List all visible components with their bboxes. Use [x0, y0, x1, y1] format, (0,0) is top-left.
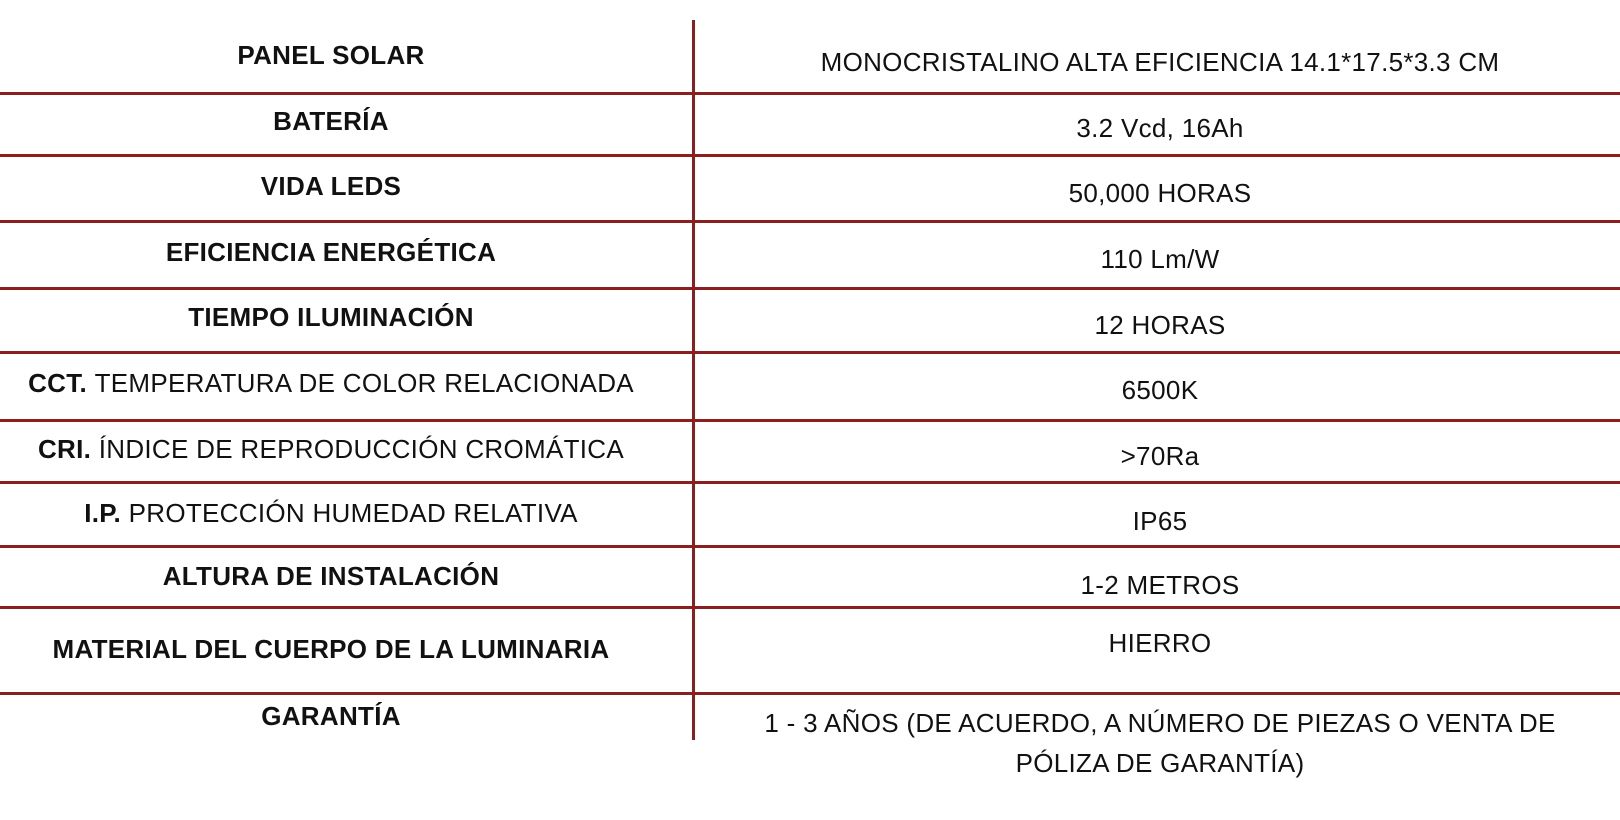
spec-label — [0, 40, 662, 70]
spec-label — [0, 171, 662, 201]
row-divider — [0, 692, 1620, 695]
spec-value: 12 HORAS — [1094, 310, 1226, 340]
spec-value: 1-2 METROS — [1080, 570, 1240, 600]
spec-label — [0, 498, 662, 528]
column-divider — [692, 20, 695, 740]
spec-abbr: CRI. — [37, 434, 92, 464]
spec-label — [0, 106, 662, 136]
spec-value: IP65 — [1132, 506, 1188, 536]
spec-label-text: TIEMPO ILUMINACIÓN — [188, 302, 474, 332]
row-divider — [0, 220, 1620, 223]
spec-abbr: I.P. — [84, 498, 122, 528]
spec-label — [0, 701, 662, 731]
spec-value: 6500K — [1121, 375, 1199, 405]
spec-label — [0, 368, 662, 398]
spec-label-text: ÍNDICE DE REPRODUCCIÓN CROMÁTICA — [98, 434, 625, 464]
row-divider — [0, 351, 1620, 354]
spec-label-text: MATERIAL DEL CUERPO DE LA LUMINARIA — [52, 634, 610, 664]
spec-label-text: PROTECCIÓN HUMEDAD RELATIVA — [128, 498, 578, 528]
spec-label-text: TEMPERATURA DE COLOR RELACIONADA — [94, 368, 634, 398]
spec-label — [0, 434, 662, 464]
spec-value: 50,000 HORAS — [1068, 178, 1252, 208]
spec-label-text: PANEL SOLAR — [237, 40, 425, 70]
spec-label — [0, 237, 662, 267]
spec-value: 1 - 3 AÑOS (DE ACUERDO, A NÚMERO DE PIEZAS O VENTA DE PÓLIZA DE GARANTÍA) — [764, 708, 1556, 778]
row-divider — [0, 92, 1620, 95]
spec-value: >70Ra — [1120, 441, 1200, 471]
spec-label-text: ALTURA DE INSTALACIÓN — [162, 561, 500, 591]
spec-label — [0, 561, 662, 591]
row-divider — [0, 606, 1620, 609]
row-divider — [0, 287, 1620, 290]
spec-label-text: BATERÍA — [273, 106, 389, 136]
spec-value: MONOCRISTALINO ALTA EFICIENCIA 14.1*17.5*3.3 CM — [820, 47, 1500, 77]
spec-value: 110 Lm/W — [1100, 244, 1220, 274]
spec-abbr: CCT. — [28, 368, 88, 398]
row-divider — [0, 154, 1620, 157]
spec-label-text: VIDA LEDS — [260, 171, 402, 201]
row-divider — [0, 419, 1620, 422]
row-divider — [0, 481, 1620, 484]
spec-label — [0, 634, 662, 664]
spec-label-text: GARANTÍA — [261, 701, 401, 731]
row-divider — [0, 545, 1620, 548]
spec-label — [0, 302, 662, 332]
spec-value: 3.2 Vcd, 16Ah — [1076, 113, 1244, 143]
spec-value: HIERRO — [1108, 628, 1212, 658]
spec-label-text: EFICIENCIA ENERGÉTICA — [165, 237, 497, 267]
